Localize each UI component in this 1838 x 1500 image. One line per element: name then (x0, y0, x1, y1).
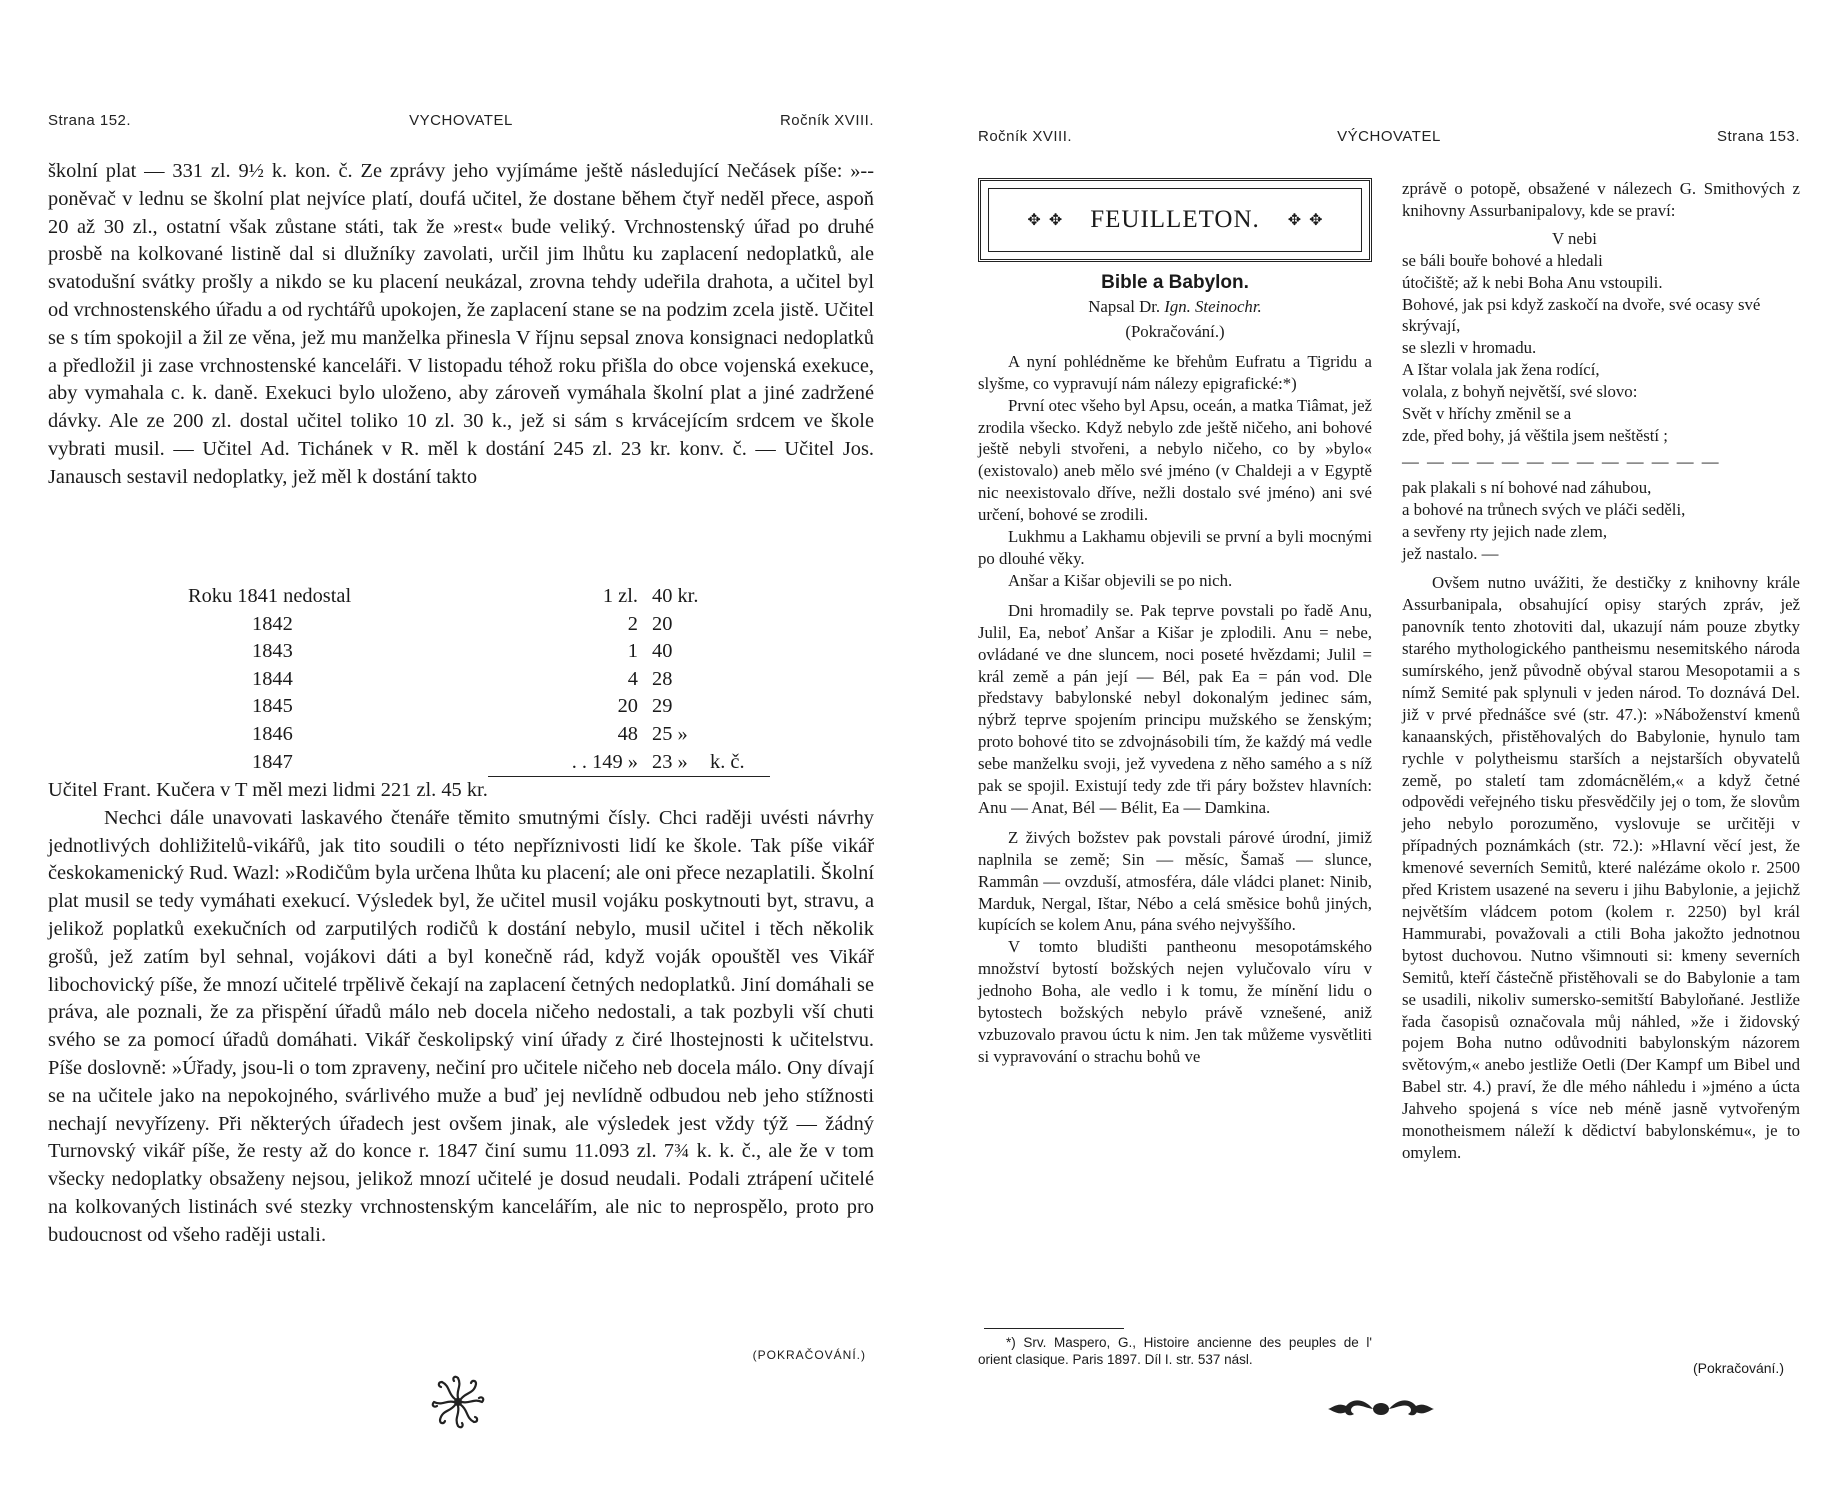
feuilleton-column-left (978, 270, 1372, 1068)
table-cell-zl: 4 (627, 667, 638, 690)
ornament-icon (428, 1370, 488, 1434)
left-page (48, 0, 874, 1500)
paragraph: Z živých božstev pak povstali párové úrodní, jimiž naplnila se země; Sin — měsíc, Šamaš — slunce, Rammân — ovzduší, atmosféra, dále vládci planet: Ninib, Marduk, Nergal, Ištar, Nébo a celá směsice bohů jiných, kupících se kolem Anu, pána svého nejvyššího. (978, 827, 1372, 935)
article-body-bottom (48, 777, 874, 1250)
verse-line: útočiště; až k nebi Boha Anu vstoupili. (1402, 272, 1663, 292)
rosette-icon: ✥ ✥ (1027, 212, 1063, 229)
verse-line: jež nastalo. — (1402, 543, 1499, 563)
paragraph: Nechci dále unavovati laskavého čtenáře těmito smutnými čísly. Chci raději uvésti návrhy jednotlivých dohližitelů-vikářů, jak tito soudili o této nepříznivosti lidí ke škole. Tak píše vikář českokamenický Rud. Wazl: »Rodičům byla určena lhůta ku placení; ale oni přece nezaplatili. Školní plat musil se tedy vymáhati exekucí. Výsledek byl, že učitel musil vojáku poskytnouti byt, stravu, a jelikož poplatků exekučních od zarputilých rodičů k dostání nebylo, musil učitel i těch několik grošů, jež zatím byl sehnal, vojákovi dáti a byl konečně rád, když voják opouštěl ves Vikář libochovický píše, že mnozí učitelé trpělivě čekají na zaplacení četných nedoplatků. Jiní domáhali se práva, ale poznali, že za přispění úřadů málo neb docela ničeho nedostali, a tak pozbyli vší chuti svého se za pomocí úřadů domáhati. Vikář českolipský viní úřady z čiré lhostejnosti k učitelstvu. Píše doslovně: »Úřady, jsou-li o tom zpraveny, nečiní pro učitele ničeho neb docela málo. Ony dívají se na učitele jako na nepokojného, svárlivého muže a buď jej nevlídně odbudou neb jeho stížnosti nechají nevyřízeny. Při některých úřadech jest ovšem jinak, ale výsledek jest vždy týž — žádný Turnovský vikář píše, že resty až do konce r. 1847 činí sumu 11.093 zl. 7¾ k. k. č., ale že v tom všecky nedoplatky obsaženy nejsou, jelikož mnozí učitelé je dosud neudali. Podali ztrápení učitelé na kolkovaných listinách své stezky vrchnostenským kancelářím, ale nic to neprospělo, proto pro budoucnost od všeho raději ustali. (48, 806, 874, 1246)
continued-label: (Pokračování.) (1692, 1360, 1784, 1376)
continuation-label: (Pokračování.) (1125, 321, 1225, 341)
paragraph: Lukhmu a Lakhamu objevili se první a byli mocnými po dlouhé věky. (978, 527, 1372, 568)
verse-line: Bohové, jak psi když zaskočí na dvoře, své ocasy své skrývají, (1402, 294, 1761, 336)
footnote: *) Srv. Maspero, G., Histoire ancienne des peuples de l' orient clasique. Paris 1897. Díl I. str. 537 násl. (978, 1335, 1372, 1367)
table-row (188, 611, 770, 639)
table-cell-year: 1845 (252, 695, 293, 718)
running-head-right (978, 128, 1800, 150)
table-cell-zl: 1 zl. (602, 585, 638, 607)
table-cell-year: Roku 1841 nedostal (188, 585, 352, 607)
table-cell-kr: 23 » (644, 749, 710, 777)
verse-line: se báli bouře bohové a hledali (1402, 250, 1603, 270)
table-cell-kr: 28 (652, 667, 673, 690)
table-row (188, 666, 770, 694)
table-row (188, 583, 770, 611)
right-page (978, 0, 1800, 1500)
table-cell-kr: 40 kr. (652, 585, 699, 607)
table-row (188, 721, 770, 749)
table-cell-kr: 25 (652, 722, 673, 745)
table-cell-kr: 40 (652, 640, 673, 663)
paragraph: školní plat — 331 zl. 9½ k. kon. č. Ze zprávy jeho vyjímáme ještě následující Nečásek píše: »-- poněvač v lednu se školní plat nejvíce platí, doufá učitel, že dostane během čtyř neděl přece, aspoň 20 až 30 zl., ostatní však zůstane státi, tak že »rest« bude veliký. Vrchnostenský úřad po druhé prosbě na kolkované listině dal si dlužníky zavolati, určil jim lhůtu ku zaplacení nedoplatků, ale svatodušní svátky prošly a nikdo se ku placení neukázal, zrovna tehdy udeřila drahota, a učitel byl od vrchnostenského úřadu a od rychtářů upokojen, že zaplacení stane se na podzim zcela jistě. Učitel se s tím spokojil a žil ze věna, jež mu manželka přinesla V říjnu sepsal znova konsignaci nedoplatků a předložil ji zase vrchnostenské kanceláři. V listopadu téhož roku přišla do obce vojenská exekuce, aby vymahala c. k. daně. Exekuci bylo uloženo, aby zároveň vymáhala školní plat a jiné zadržené dávky. Ale ze 200 zl. dostal učitel toliko 10 zl. 30 k., jež si sám s krvácejícím srdcem ve škole vybrati musil. — Učitel Ad. Tichánek v R. měl k dostání 245 zl. 23 kr. konv. č. — Učitel Jos. Janausch sestavil nedoplatky, jež měl k dostání takto (48, 160, 874, 488)
article-title: Bible a Babylon. (1101, 272, 1249, 293)
paragraph: A nyní pohlédněme ke břehům Eufratu a Tigridu a slyšme, co vypravují nám nálezy epigrafické:*) (978, 351, 1372, 393)
table-cell-kr: 20 (652, 612, 673, 635)
verse-line: volala, z bohyň největší, své slovo: (1402, 382, 1638, 402)
verse-line: zde, před bohy, já věštila jsem neštěstí ; (1402, 425, 1668, 445)
byline-prefix: Napsal Dr. (1088, 297, 1161, 316)
page-number-label: Strana 152. (48, 112, 132, 129)
paragraph: Ovšem nutno uvážiti, že destičky z knihovny krále Assurbanipala, obsahující opisy starých zpráv, jež panovník tento zhotoviti dal, ukazují nám pouze zbytky starého mythologického pantheismu nesemitského národa sumírského, jenž původně obýval starou Mesopotamii a s nímž Semité pak splynuli v jeden národ. To doznává Del. již v prvé přednášce své (str. 47.): »Náboženství kmenů kanaanských, přistěhovalých do Babylonie, hynulo tam rychle v polytheismu starších a nejstarších obyvatelů země, po staletí tam zdomácnělém,« a když četné odpovědi veřejného tisku přesvědčily jej o tom, že slovům jeho nebylo porozuměno, vyslovuje se určitěji v případných poznámkách (str. 72.): »Hlavní věcí jest, že kmenové severních Semitů, které nalézáme okolo r. 2500 před Kristem usazené na severu i jihu Babylonie, a jejichž největším vládcem potom (kolem r. 2250) byl král Hammurabi, považovali a ctili Boha jakožto jednotnou bytost duchovou. Nutno všimnouti si: kmeny severních Semitů, kteří částečně přistěhovali se do Babylonie a tam se usadili, nikoliv sumersko-semitští Babyloňané. Jestliže řada časopisů označovala můj náhled, »že i židovský pojem Boha nutno odůvodniti babylonským názorem světovým,« anebo jestliže Oetli (Der Kampf um Bibel und Babel str. 4.) praví, že dle mého náhledu i »jméno a úcta Jahveho spojená s více neb méně jasně vytvořeným monotheismem náleží k dědictví babylonskému«, je to omylem. (1402, 573, 1800, 1162)
table-cell-year: 1843 (252, 640, 293, 663)
verse-line: pak plakali s ní bohové nad záhubou, (1402, 477, 1652, 497)
feuilleton-banner (978, 178, 1372, 262)
paragraph: První otec všeho byl Apsu, oceán, a matka Tiâmat, jež zrodila všecko. Když nebylo zde ještě ničeho, ani bohové ještě nebyli stvořeni, a nebylo ničeho, co by »bylo« (existovalo) aneb mělo své jméno (v Chaldeji a v Egyptě nic neexistovalo dříve, nežli dostalo své jméno) ani své určení, bohové se zrodili. (978, 395, 1372, 525)
ditto-mark: » (677, 722, 688, 745)
table-row (188, 638, 770, 666)
paragraph: V tomto bludišti pantheonu mesopotámského množství bytostí božských nejen vylučovalo víru v jednoho Boha, ale vedlo i k tomu, že mínění lidu o bytostech božských nebylo právě vznešené, aniž vzbuzovalo pravou úctu k nim. Jen tak můžeme vysvětliti si vypravování o strachu bohů ve (978, 937, 1372, 1066)
table-cell-year: 1842 (252, 612, 293, 635)
byline (978, 296, 1372, 318)
journal-title: VÝCHOVATEL (1337, 128, 1441, 145)
verse-line: Svět v hříchy změnil se a (1402, 404, 1572, 424)
table-cell-year: 1847 (252, 750, 293, 773)
table-cell-year: 1844 (252, 667, 293, 690)
table-cell-zl: . . 149 » (488, 749, 644, 777)
verse-line: a sevřeny rty jejich nade zlem, (1402, 521, 1608, 541)
byline-author: Ign. Steinochr. (1164, 297, 1262, 316)
verse-line: A Ištar volala jak žena rodící, (1402, 360, 1600, 380)
volume-label: Ročník XVIII. (978, 128, 1073, 145)
paragraph: Učitel Frant. Kučera v T měl mezi lidmi 221 zl. 45 kr. (48, 779, 488, 801)
table-cell-kr: 29 (652, 695, 673, 718)
dashes-line: — — — — — — — — — — — — — (1402, 451, 1721, 471)
running-head-left (48, 112, 874, 134)
verse-line: a bohové na trůnech svých ve pláči seděli, (1402, 499, 1686, 519)
paragraph: Dni hromadily se. Pak teprve povstali po řadě Anu, Julil, Ea, neboť Anšar a Kišar je zplodili. Anu = nebe, ovládané ve dne sluncem, noci poseté hvězdami; Julil = král země a pán její — Bél, pak Ea = pán vod. Dle představy babylonské nebyl dokonalým jedinec sám, nýbrž teprve spojením principu mužského se ženským; proto bohové tito se zdvojnásobili tím, že každý má vedle sebe manželku svoji, jež vyvedena z něho samého a s níž pak se spojil. Existují tedy zde tři páry božstev hlavních: Anu — Anat, Bél — Bélit, Ea — Damkina. (978, 600, 1372, 817)
verse-line: V nebi (1552, 228, 1597, 248)
verse-line: se slezli v hromadu. (1402, 338, 1537, 358)
table-row-total (188, 749, 770, 777)
volume-label: Ročník XVIII. (779, 112, 874, 129)
table-cell-zl: 48 (617, 722, 638, 745)
table-cell-zl: 2 (627, 612, 638, 635)
table-cell-year: 1846 (252, 722, 293, 745)
arrears-table (188, 583, 770, 777)
article-body-top (48, 158, 874, 492)
paragraph: zprávě o potopě, obsažené v nálezech G. Smithových z knihovny Assurbanipalovy, kde se praví: (1402, 179, 1800, 220)
paragraph: Anšar a Kišar objevili se po nich. (1008, 570, 1233, 590)
rosette-icon: ✥ ✥ (1287, 212, 1323, 229)
section-title: FEUILLETON. (1090, 206, 1260, 233)
table-cell-zl: 1 (627, 640, 638, 663)
verse-block (1402, 228, 1800, 565)
table-row (188, 693, 770, 721)
ornament-icon (1326, 1394, 1436, 1424)
footnote-divider (984, 1328, 1124, 1329)
page-number-label: Strana 153. (1716, 128, 1800, 145)
journal-title: VYCHOVATEL (409, 112, 513, 129)
continued-label: (POKRAČOVÁNÍ.) (752, 1348, 866, 1362)
table-cell-zl: 20 (617, 695, 638, 718)
feuilleton-column-right (1402, 178, 1800, 1164)
table-cell-unit: k. č. (710, 749, 770, 777)
